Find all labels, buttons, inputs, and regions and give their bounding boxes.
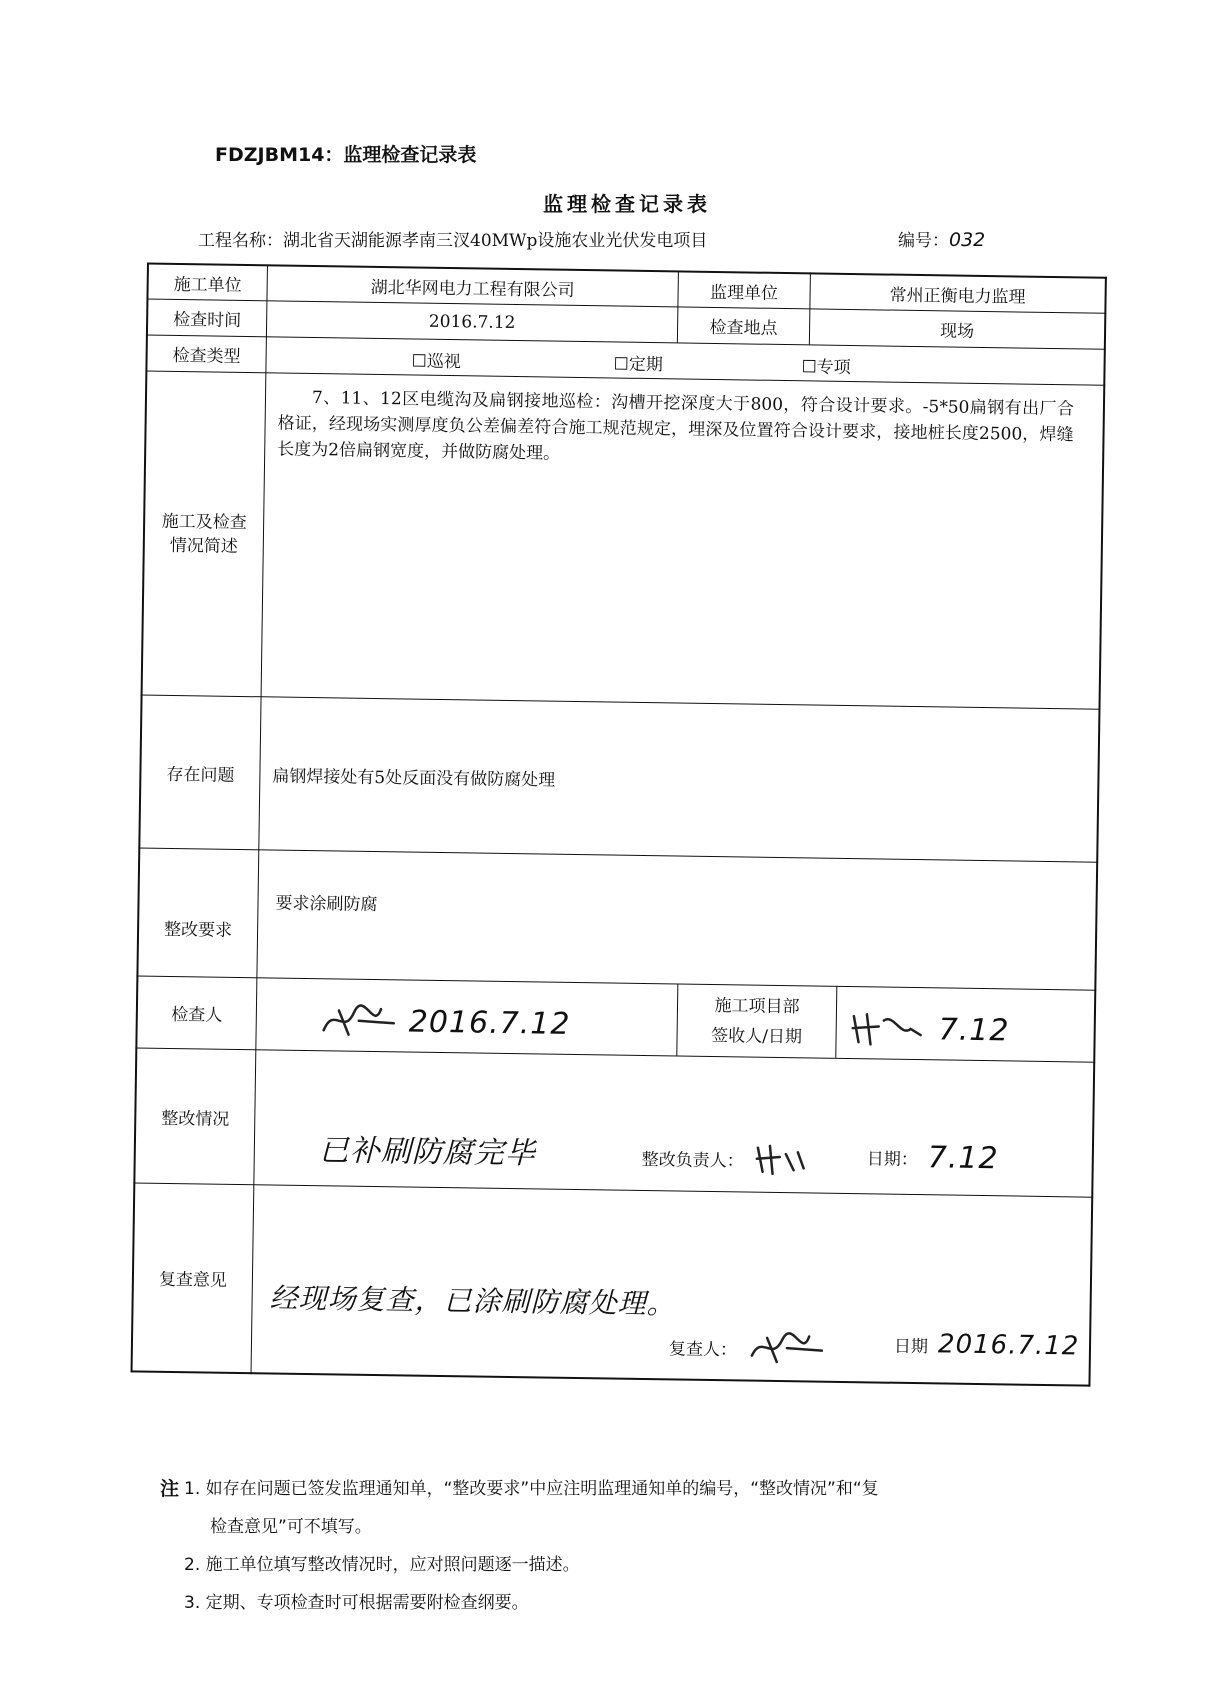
inspect-type-special-checkbox[interactable]: ☐专项 xyxy=(801,357,851,378)
issues-text: 扁钢焊接处有5处反面没有做防腐处理 xyxy=(272,765,556,791)
receiver-label-line2: 签收人/日期 xyxy=(711,1025,803,1047)
project-name xyxy=(198,226,707,251)
review-label: 复查意见 xyxy=(158,1269,228,1291)
issues-label: 存在问题 xyxy=(166,764,235,786)
rectify-responsible xyxy=(642,1140,809,1176)
contractor-label: 施工单位 xyxy=(173,274,242,296)
review-date-value: 2016.7.12 xyxy=(937,1329,1080,1362)
row-divider xyxy=(135,1047,1095,1062)
inspect-time-value: 2016.7.12 xyxy=(428,311,516,333)
inspector-signature-mark xyxy=(318,1000,399,1041)
receiver-label-line1: 施工项目部 xyxy=(714,995,800,1017)
rectify-responsible-label: 整改负责人： xyxy=(641,1149,744,1171)
row-divider xyxy=(136,975,1096,990)
contractor-value: 湖北华网电力工程有限公司 xyxy=(370,277,575,301)
page-title: 监理检查记录表 xyxy=(543,192,711,216)
supervisor-label: 监理单位 xyxy=(709,282,779,304)
rectify-date xyxy=(867,1139,999,1176)
note-item: 检查意见”可不填写。 xyxy=(210,1517,372,1537)
table-border-bottom xyxy=(131,1370,1091,1386)
review-date xyxy=(894,1329,1080,1362)
receiver-signature-mark xyxy=(848,1008,929,1049)
review-date-label: 日期 xyxy=(893,1336,929,1357)
record-table xyxy=(92,262,1110,1497)
summary-text: 7、11、12区电缆沟及扁钢接地巡检：沟槽开挖深度大于800，符合设计要求。-5*50扁钢有出厂合格证，经现场实测厚度负公差偏差符合施工规范规定，埋深及位置符合设计要求，接地桩长度2500，焊缝长度为2倍扁钢宽度，并做防腐处理。 xyxy=(277,388,1075,464)
rectify-date-label: 日期： xyxy=(866,1149,918,1171)
review-note: 经现场复查，已涂刷防腐处理。 xyxy=(269,1281,676,1321)
review-handwritten xyxy=(269,1276,676,1322)
summary-label-line2: 情况简述 xyxy=(169,535,238,557)
reviewer-label: 复查人： xyxy=(668,1338,738,1360)
note-item: 3. 定期、专项检查时可根据需要附检查纲要。 xyxy=(184,1593,529,1613)
inspect-type-label: 检查类型 xyxy=(172,345,241,367)
receiver-label xyxy=(677,985,836,1058)
project-value: 湖北省天湖能源孝南三汊40MWp设施农业光伏发电项目 xyxy=(283,231,708,251)
inspector-signature xyxy=(318,1000,570,1044)
summary-label-line1: 施工及检查 xyxy=(161,511,247,533)
rectify-req-label: 整改要求 xyxy=(163,919,233,941)
reviewer xyxy=(669,1328,828,1366)
rectify-status-note: 已补刷防腐完毕 xyxy=(318,1133,537,1172)
inspector-label: 检查人 xyxy=(171,1004,223,1026)
reviewer-signature xyxy=(747,1330,828,1367)
receiver-date: 7.12 xyxy=(938,1011,1010,1048)
table-border-right xyxy=(1088,277,1106,1387)
receiver-signature xyxy=(848,1008,1009,1050)
inspect-place-label: 检查地点 xyxy=(709,317,778,339)
notes-label: 注 xyxy=(160,1478,180,1500)
rectify-req-text: 要求涂刷防腐 xyxy=(275,893,378,915)
inspect-time-label: 检查时间 xyxy=(172,309,242,331)
serial-label: 编号： xyxy=(898,231,949,251)
supervisor-value: 常州正衡电力监理 xyxy=(889,285,1026,308)
rectify-date-value: 7.12 xyxy=(927,1140,999,1177)
rectify-responsible-signature xyxy=(754,1142,809,1177)
inspector-date: 2016.7.12 xyxy=(408,1004,571,1042)
inspect-type-periodic-checkbox[interactable]: ☐定期 xyxy=(613,354,663,376)
inspect-place-value: 现场 xyxy=(939,321,975,342)
rectify-status-handwritten xyxy=(319,1125,537,1172)
project-label: 工程名称： xyxy=(198,231,283,251)
inspect-type-patrol-checkbox[interactable]: ☐巡视 xyxy=(411,351,461,373)
row-divider xyxy=(133,1182,1093,1197)
summary-label xyxy=(143,372,266,697)
note-item: 2. 施工单位填写整改情况时，应对照问题逐一描述。 xyxy=(184,1555,580,1575)
note-item: 1. 如存在问题已签发监理通知单，“整改要求”中应注明监理通知单的编号，“整改情况”和“复 xyxy=(184,1479,879,1499)
form-code: FDZJBM14：监理检查记录表 xyxy=(215,144,477,166)
rectify-status-label: 整改情况 xyxy=(161,1108,230,1130)
serial-value: 032 xyxy=(949,229,986,251)
serial-number xyxy=(898,226,985,251)
